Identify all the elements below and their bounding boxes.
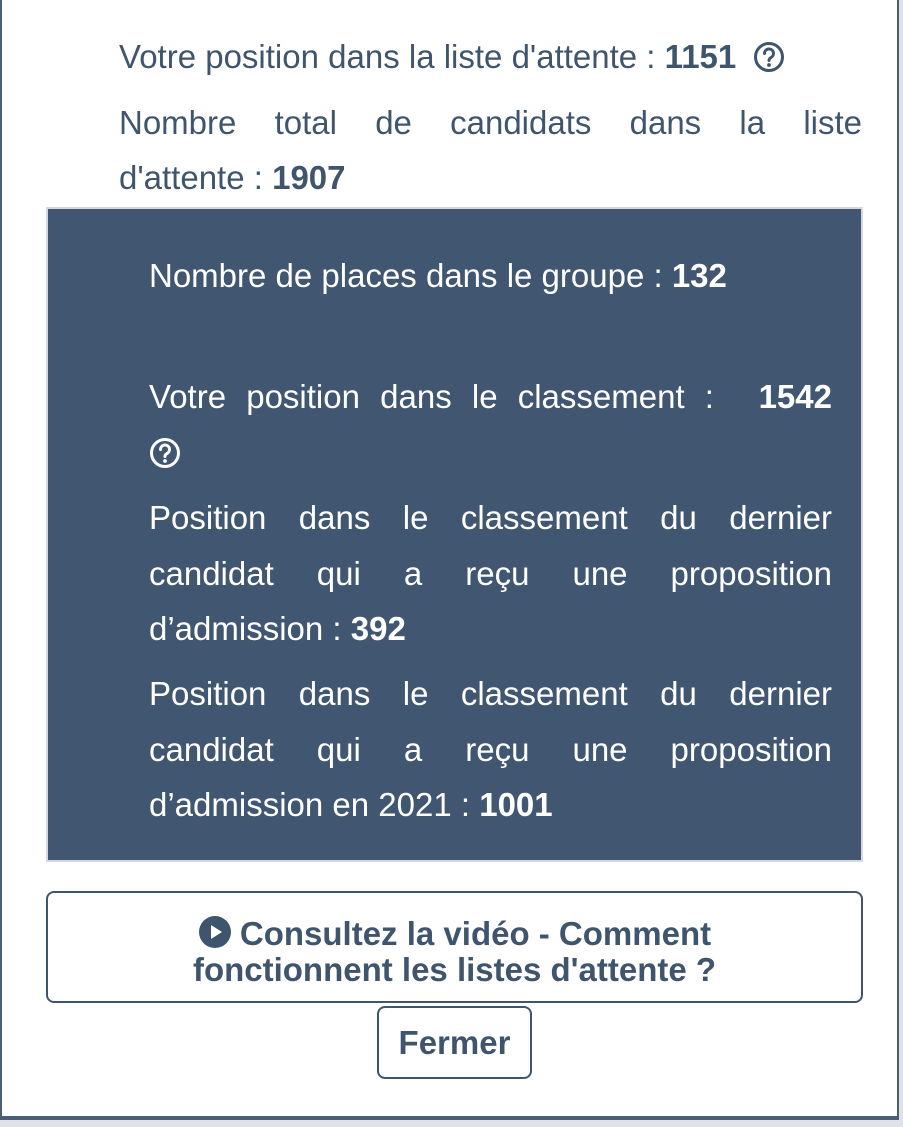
last-admitted-2021-row — [149, 786, 553, 824]
group-places-label: Nombre de places dans le groupe : — [149, 257, 663, 294]
group-places-row — [149, 257, 727, 295]
video-button-line1: Consultez la vidéo - Comment — [239, 915, 712, 952]
last-admitted-2021-line3: d’admission en 2021 : — [149, 786, 471, 823]
group-info-panel — [46, 207, 863, 862]
video-button-line2: fonctionnent les listes d'attente ? — [192, 951, 717, 988]
waitlist-position-value: 1151 — [664, 38, 737, 75]
last-admitted-2021-value: 1001 — [479, 786, 553, 823]
play-circle-icon — [198, 915, 232, 949]
waitlist-total-value: 1907 — [272, 159, 346, 196]
last-admitted-row — [149, 610, 406, 648]
video-button[interactable] — [46, 891, 863, 1003]
help-icon[interactable] — [753, 41, 785, 73]
help-icon[interactable] — [149, 437, 181, 469]
close-button[interactable]: Fermer — [377, 1006, 532, 1079]
last-admitted-line1: Position dans le classement du dernier — [149, 499, 832, 536]
waitlist-position-row — [119, 38, 785, 76]
waitlist-total-row — [119, 159, 346, 197]
group-places-value: 132 — [671, 257, 727, 294]
last-admitted-line3: d’admission : — [149, 610, 342, 647]
ranking-value: 1542 — [758, 378, 832, 415]
last-admitted-value: 392 — [350, 610, 406, 647]
video-button-line1-row — [48, 915, 861, 952]
ranking-label: Votre position dans le classement : — [149, 378, 714, 415]
last-admitted-2021-line2: candidat qui a reçu une proposition — [149, 731, 832, 768]
waitlist-total-label-line1: Nombre total de candidats dans la liste — [119, 104, 862, 141]
last-admitted-2021-line1: Position dans le classement du dernier — [149, 675, 832, 712]
ranking-row — [149, 378, 832, 416]
waitlist-total-label-line2: d'attente : — [119, 159, 263, 196]
waitlist-position-label: Votre position dans la liste d'attente : — [119, 38, 656, 75]
ranking-help-row — [149, 434, 181, 472]
last-admitted-line2: candidat qui a reçu une proposition — [149, 555, 832, 592]
